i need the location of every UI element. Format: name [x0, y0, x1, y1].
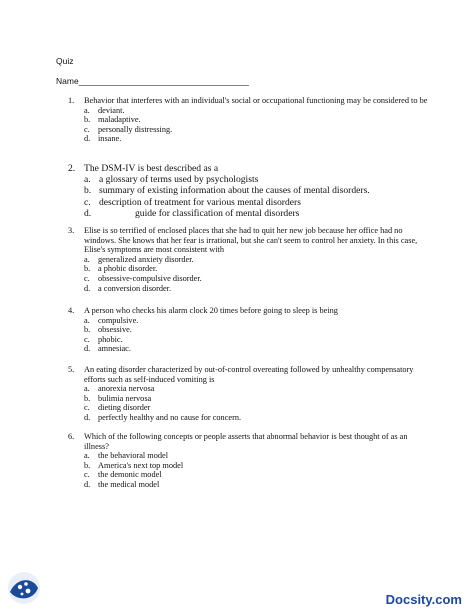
option-text: a phobic disorder. — [98, 264, 158, 274]
answer-option — [84, 125, 428, 135]
question-stem: Elise is so terrified of enclosed places that she had to quit her new job because her office had no windows. She knows that her fear is irrational, but she can't seem to control her anxiety. In this case, Elise's symptoms are most consistent with — [84, 226, 418, 255]
option-letter: b. — [84, 325, 91, 335]
option-text: obsessive-compulsive disorder. — [98, 273, 202, 283]
option-letter: d. — [84, 412, 91, 422]
option-text: bulimia nervosa — [98, 393, 152, 403]
option-letter: a. — [84, 174, 91, 186]
option-letter: b. — [84, 460, 91, 470]
question-stem: Which of the following concepts or people asserts that abnormal behavior is best thought of as an illness? — [84, 432, 408, 451]
answer-option — [84, 255, 428, 265]
answer-option — [84, 461, 428, 471]
answer-option — [84, 208, 428, 219]
option-text: America's next top model — [98, 460, 184, 470]
option-text: generalized anxiety disorder. — [98, 254, 194, 264]
option-text: the behavioral model — [98, 451, 169, 461]
answer-option — [84, 480, 428, 490]
answer-option — [84, 264, 428, 274]
answer-option — [84, 413, 428, 423]
option-letter: d. — [84, 283, 91, 293]
option-text: perfectly healthy and no cause for concern. — [98, 412, 242, 422]
question-2 — [68, 163, 428, 219]
question-number: 2. — [68, 163, 76, 174]
answer-option — [84, 106, 428, 116]
option-text: deviant. — [98, 105, 125, 115]
answer-option — [84, 174, 428, 185]
option-text: a glossary of terms used by psychologists — [99, 174, 259, 186]
question-number: 5. — [68, 365, 75, 374]
answer-option — [84, 284, 428, 294]
option-text: dieting disorder — [98, 403, 151, 413]
option-letter: b. — [84, 185, 92, 197]
question-1 — [68, 96, 428, 144]
question-number: 3. — [68, 226, 75, 235]
answer-option — [84, 115, 428, 125]
option-text: amnesiac. — [98, 344, 131, 354]
question-3 — [68, 226, 428, 293]
option-letter: c. — [84, 124, 90, 134]
option-letter: c. — [84, 334, 90, 344]
option-letter: a. — [84, 451, 90, 461]
answer-option — [84, 325, 428, 335]
docsity-brand-text: Docsity.com — [385, 592, 462, 607]
option-text: anorexia nervosa — [98, 384, 155, 394]
name-blank: ____________________________________ — [78, 76, 249, 86]
option-letter: c. — [84, 470, 90, 480]
option-letter: a. — [84, 315, 90, 325]
option-letter: d. — [84, 344, 91, 354]
question-6 — [68, 432, 428, 490]
answer-option — [84, 197, 428, 208]
option-text: guide for classification of mental disorders — [135, 207, 300, 219]
option-text: maladaptive. — [98, 115, 141, 125]
question-stem: A person who checks his alarm clock 20 times before going to sleep is being — [84, 306, 338, 315]
option-text: description of treatment for various mental disorders — [99, 196, 301, 208]
question-stem: An eating disorder characterized by out-of-control overeating followed by unhealthy compensatory efforts such as self-induced vomiting is — [84, 365, 414, 384]
question-stem: Behavior that interferes with an individual's social or occupational functioning may be considered to be — [84, 96, 428, 105]
option-text: the demonic model — [98, 470, 162, 480]
option-letter: a. — [84, 254, 90, 264]
answer-option — [84, 394, 428, 404]
answer-option — [84, 344, 428, 354]
name-label: Name — [56, 76, 79, 86]
option-text: personally distressing. — [98, 124, 173, 134]
answer-option — [84, 274, 428, 284]
docsity-logo-icon — [6, 570, 42, 606]
name-field-line — [56, 76, 249, 86]
answer-option — [84, 451, 428, 461]
option-text: phobic. — [98, 334, 123, 344]
answer-option — [84, 335, 428, 345]
question-number: 1. — [68, 96, 75, 105]
option-letter: c. — [84, 196, 91, 208]
option-letter: d. — [84, 134, 91, 144]
quiz-title: Quiz — [56, 56, 74, 66]
option-letter: c. — [84, 403, 90, 413]
option-letter: d. — [84, 479, 91, 489]
option-text: a conversion disorder. — [98, 283, 172, 293]
answer-option — [84, 470, 428, 480]
option-letter: c. — [84, 273, 90, 283]
option-text: insane. — [98, 134, 122, 144]
option-letter: b. — [84, 393, 91, 403]
option-letter: a. — [84, 105, 90, 115]
question-5 — [68, 365, 428, 423]
answer-option — [84, 384, 428, 394]
question-number: 4. — [68, 306, 75, 315]
answer-option — [84, 185, 428, 196]
option-letter: a. — [84, 384, 90, 394]
answer-option — [84, 316, 428, 326]
question-4 — [68, 306, 428, 354]
option-letter: b. — [84, 115, 91, 125]
option-text: obsessive. — [98, 325, 132, 335]
option-text: compulsive. — [98, 315, 139, 325]
option-text: summary of existing information about the causes of mental disorders. — [99, 185, 370, 197]
option-text: the medical model — [98, 479, 160, 489]
option-letter: d. — [84, 207, 92, 219]
question-number: 6. — [68, 432, 75, 441]
answer-option — [84, 134, 428, 144]
option-letter: b. — [84, 264, 91, 274]
question-stem: The DSM-IV is best described as a — [84, 163, 219, 174]
answer-option — [84, 403, 428, 413]
